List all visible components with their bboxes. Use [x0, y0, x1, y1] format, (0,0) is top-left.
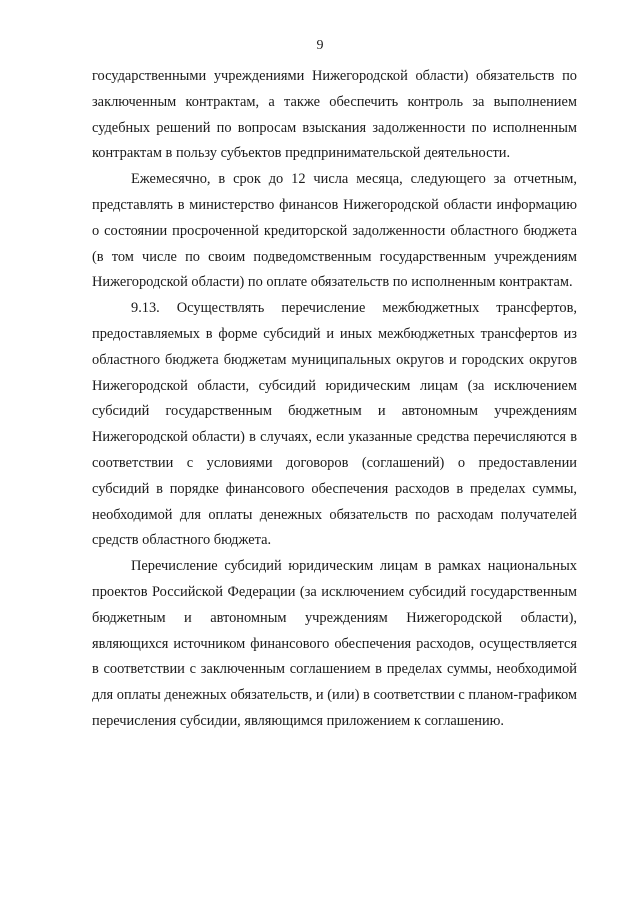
document-body — [92, 64, 577, 735]
paragraph-9-13: 9.13. Осуществлять перечисление межбюджетных трансфертов, предоставляемых в форме субсидий и иных межбюджетных трансфертов из областного бюджета бюджетам муниципальных округов и городских округов Нижегородской области, субсидий юридическим лицам (за исключением субсидий государственным бюджетным и автономным учреждениям Нижегородской области) в случаях, если указанные средства перечисляются в соответствии с условиями договоров (соглашений) о предоставлении субсидий в порядке финансового обеспечения расходов в пределах суммы, необходимой для оплаты денежных обязательств по расходам получателей средств областного бюджета. — [92, 300, 577, 549]
page-number: 9 — [316, 38, 324, 53]
paragraph-continuation: государственными учреждениями Нижегородской области) обязательств по заключенным контрактам, а также обеспечить контроль за выполнением судебных решений по вопросам взыскания задолженности по исполненным контрактам в пользу субъектов предпринимательской деятельности. — [92, 68, 577, 162]
paragraph-monthly-reporting: Ежемесячно, в срок до 12 числа месяца, следующего за отчетным, представлять в министерство финансов Нижегородской области информацию о состоянии просроченной кредиторской задолженности областного бюджета (в том числе по своим подведомственным государственным учреждениям Нижегородской области) по оплате обязательств по исполненным контрактам. — [92, 171, 577, 291]
paragraph-national-projects-subsidies: Перечисление субсидий юридическим лицам в рамках национальных проектов Российской Федерации (за исключением субсидий государственным бюджетным и автономным учреждениям Нижегородской области), являющихся источником финансового обеспечения расходов, осуществляется в соответствии с заключенным соглашением в пределах суммы, необходимой для оплаты денежных обязательств, и (или) в соответствии с планом-графиком перечисления субсидии, являющимся приложением к соглашению. — [92, 558, 577, 729]
